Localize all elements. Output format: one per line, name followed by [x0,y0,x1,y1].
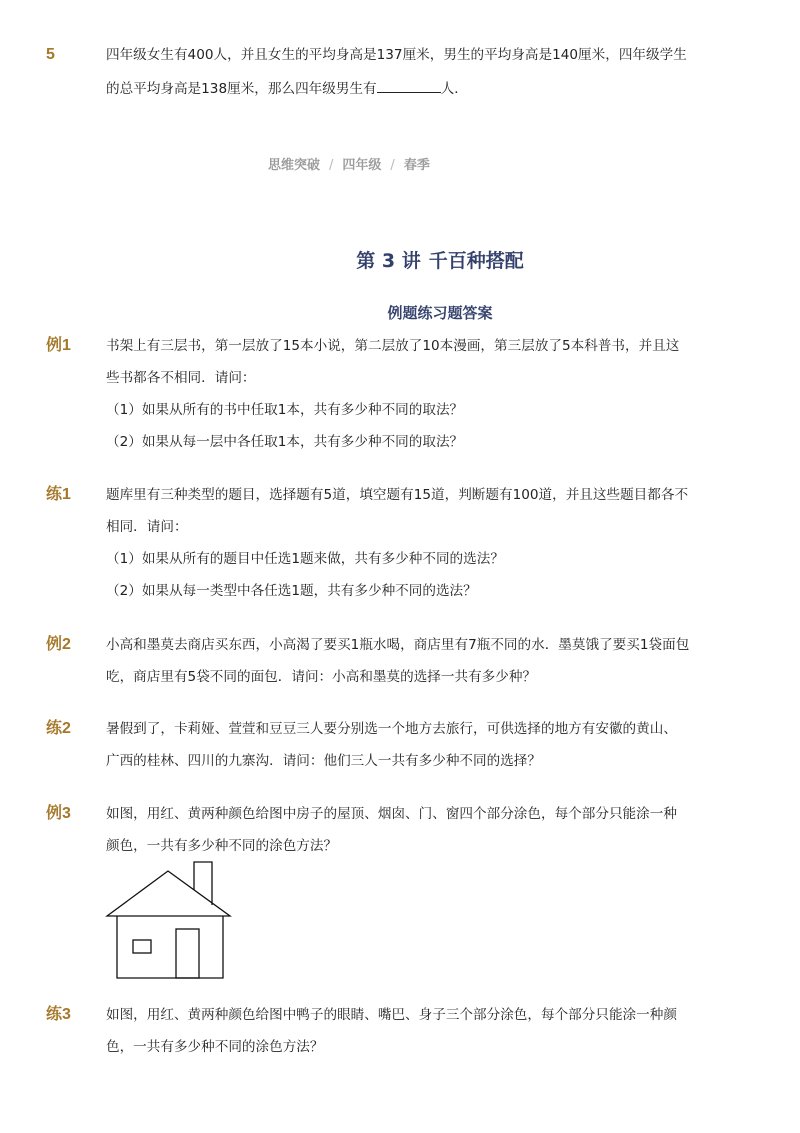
problem-number: 练1 [46,486,71,503]
problem-number: 5 [46,46,55,63]
problem-number: 例1 [46,337,71,354]
problem-text-line: 四年级女生有400人，并且女生的平均身高是137厘米，男生的平均身高是140厘米，四年级学生 [106,47,687,63]
breadcrumb-course: 思维突破 [268,158,321,173]
problem-text-line: 小高和墨莫去商店买东西，小高渴了要买1瓶水喝，商店里有7瓶不同的水．墨莫饿了要买1袋面包 [106,637,690,653]
problem-text-line: （1）如果从所有的题目中任选1题来做，共有多少种不同的选法？ [106,551,504,567]
problem-text-line: 暑假到了，卡莉娅、萱萱和豆豆三人要分别选一个地方去旅行，可供选择的地方有安徽的黄山、 [106,721,677,737]
breadcrumb-separator: / [390,158,395,173]
answer-blank [377,78,441,93]
breadcrumb [268,156,430,176]
problem-text-line: （2）如果从每一类型中各任选1题，共有多少种不同的选法？ [106,583,477,599]
problem-number: 例3 [46,805,71,822]
problem-text-fragment: 的总平均身高是138厘米，那么四年级男生有 [106,81,377,97]
lecture-number: 第 3 讲 [356,250,421,272]
lecture-title [0,248,800,274]
problem-number: 例2 [46,636,71,653]
house-chimney [194,862,212,905]
problem-text-line: 吃，商店里有5袋不同的面包．请问：小高和墨莫的选择一共有多少种？ [106,669,537,685]
breadcrumb-term: 春季 [403,158,430,173]
problem-text-line: 相同．请问： [106,519,188,535]
problem-text-line: 颜色，一共有多少种不同的涂色方法？ [106,838,338,854]
problem-text-line: 如图，用红、黄两种颜色给图中鸭子的眼睛、嘴巴、身子三个部分涂色，每个部分只能涂一种颜 [106,1007,677,1023]
problem-number: 练3 [46,1006,71,1023]
problem-text-line: 色，一共有多少种不同的涂色方法？ [106,1039,324,1055]
problem-number: 练2 [46,720,71,737]
house-window [133,940,151,953]
breadcrumb-separator: / [329,158,334,173]
house-figure [104,860,236,982]
problem-text-line: （1）如果从所有的书中任取1本，共有多少种不同的取法？ [106,402,464,418]
problem-text-line: 如图，用红、黄两种颜色给图中房子的屋顶、烟囱、门、窗四个部分涂色，每个部分只能涂一种 [106,806,677,822]
problem-text-line: 广西的桂林、四川的九寨沟．请问：他们三人一共有多少种不同的选择？ [106,753,541,769]
breadcrumb-grade: 四年级 [342,158,382,173]
problem-text-line: 些书都各不相同．请问： [106,370,256,386]
problem-text-fragment: 人． [440,81,468,97]
house-door [176,929,199,978]
problem-text-line: （2）如果从每一层中各任取1本，共有多少种不同的取法？ [106,434,464,450]
section-title: 例题练习题答案 [387,304,493,322]
lecture-name: 千百种搭配 [428,250,524,272]
problem-text-line: 书架上有三层书，第一层放了15本小说，第二层放了10本漫画，第三层放了5本科普书，并且这 [106,338,680,354]
problem-text-line: 题库里有三种类型的题目，选择题有5道，填空题有15道，判断题有100道，并且这些题目都各不 [106,487,689,503]
problem-text-line [106,78,468,99]
